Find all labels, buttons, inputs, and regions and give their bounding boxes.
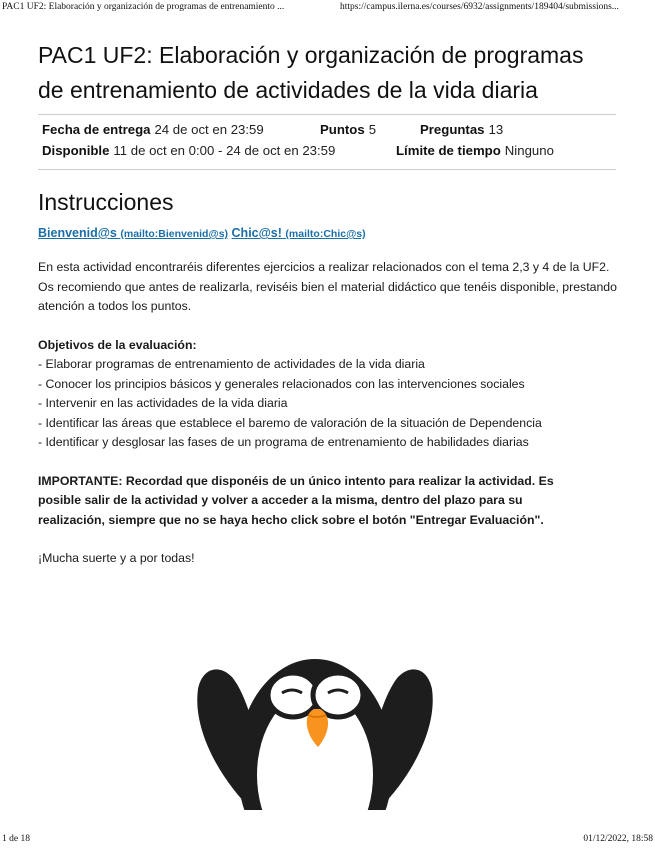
availability (42, 140, 335, 161)
points (320, 119, 376, 140)
objective-item: - Intervenir en las actividades de la vida diaria (38, 396, 288, 410)
intro-paragraph: En esta actividad encontraréis diferentes ejercicios a realizar relacionados con el tema 2,3 y 4 de la UF2. Os recomiendo que antes de realizarla, reviséis bien el material didáctico que tenéis disponible, prestando atención a todos los puntos. (38, 260, 617, 313)
penguin-image (190, 655, 440, 810)
time-limit (396, 140, 554, 161)
details-row-2 (42, 140, 612, 161)
assignment-title: PAC1 UF2: Elaboración y organización de programas de entrenamiento de actividades de la vida diaria (38, 42, 584, 103)
questions-label: Preguntas (420, 122, 485, 137)
objective-item: - Conocer los principios básicos y generales relacionados con las intervenciones sociales (38, 376, 525, 391)
instructions-heading: Instrucciones (38, 189, 174, 215)
questions-value: 13 (488, 122, 504, 137)
objectives-list (38, 355, 618, 453)
important-notice: IMPORTANTE: Recordad que disponéis de un único intento para realizar la actividad. Es posible salir de la actividad y volver a acceder a la misma, dentro del plazo para su realización, siempre que no se haya hecho click sobre el botón "Entregar Evaluación". (38, 473, 554, 527)
print-header-title: PAC1 UF2: Elaboración y organización de programas de entrenamiento ... (2, 2, 285, 12)
print-datetime: 01/12/2022, 18:58 (583, 834, 653, 844)
greeting-links (38, 226, 618, 240)
availability-label: Disponible (42, 143, 110, 158)
due-date-label: Fecha de entrega (42, 122, 151, 137)
page-number: 1 de 18 (2, 834, 30, 844)
greeting-link-bienvenidos[interactable] (38, 226, 228, 240)
due-date-value: 24 de oct en 23:59 (154, 122, 264, 137)
print-header (0, 2, 655, 16)
greeting-link-chicos[interactable] (232, 226, 366, 240)
objective-item: - Identificar y desglosar las fases de un programa de entrenamiento de habilidades diarias (38, 435, 529, 449)
objective-item: - Elaborar programas de entrenamiento de actividades de la vida diaria (38, 357, 425, 371)
objectives-title: Objetivos de la evaluación: (38, 337, 197, 352)
assignment-details (38, 114, 616, 170)
objective-item: - Identificar las áreas que establece el baremo de valoración de la situación de Dependencia (38, 415, 542, 430)
print-footer (0, 834, 655, 848)
print-header-url: https://campus.ilerna.es/courses/6932/assignments/189404/submissions... (340, 2, 619, 12)
time-limit-value: Ninguno (504, 143, 554, 158)
closing-message: ¡Mucha suerte y a por todas! (38, 551, 195, 565)
details-row-1 (42, 119, 612, 140)
points-label: Puntos (320, 122, 365, 137)
greeting-link-2-mailto: (mailto:Chic@s) (285, 228, 366, 240)
availability-value: 11 de oct en 0:00 - 24 de oct en 23:59 (113, 143, 336, 158)
due-date (42, 119, 264, 140)
greeting-link-1-text: Bienvenid@s (38, 226, 117, 240)
greeting-link-1-mailto: (mailto:Bienvenid@s) (120, 228, 229, 240)
time-limit-label: Límite de tiempo (396, 143, 501, 158)
questions (420, 119, 503, 140)
assignment-content (38, 38, 618, 569)
points-value: 5 (368, 122, 377, 137)
greeting-link-2-text: Chic@s! (231, 226, 282, 240)
